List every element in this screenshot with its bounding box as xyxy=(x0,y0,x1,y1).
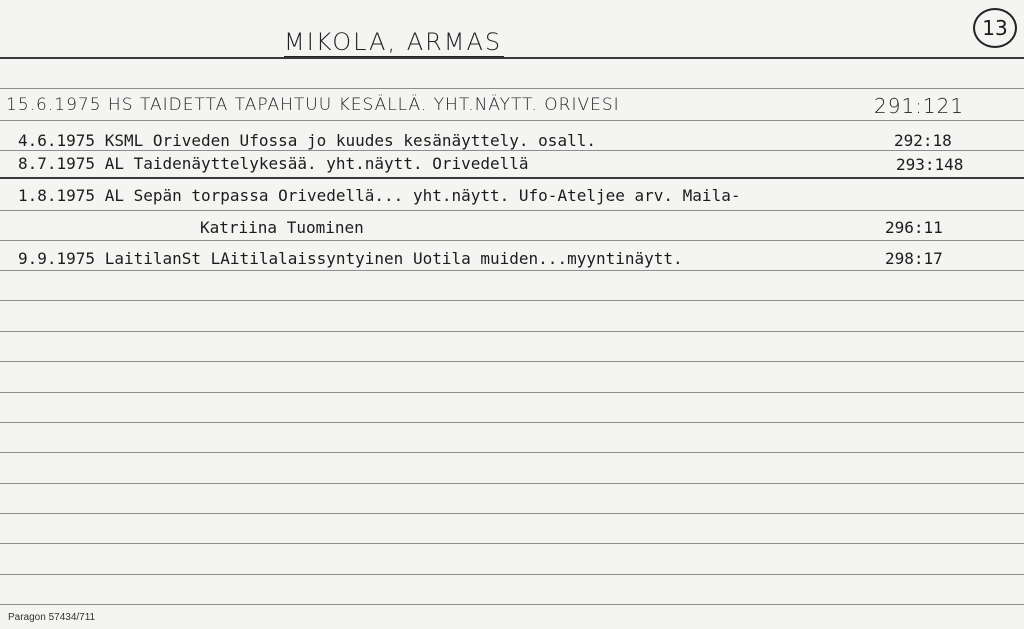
rule-line xyxy=(0,300,1024,301)
card-number xyxy=(973,8,1017,48)
rule-line xyxy=(0,177,1024,179)
rule-line xyxy=(0,483,1024,484)
rule-line xyxy=(0,452,1024,453)
rule-line xyxy=(0,331,1024,332)
card-number-text: 13 xyxy=(982,16,1008,40)
rule-line xyxy=(0,422,1024,423)
entry-text: 4.6.1975 KSML Oriveden Ufossa jo kuudes kesänäyttely. osall. xyxy=(18,131,596,150)
entry-text: 8.7.1975 AL Taidenäyttelykesää. yht.näytt. Orivedellä xyxy=(18,154,529,173)
card-title: MIKOLA, ARMAS xyxy=(284,28,503,56)
entry-text: 15.6.1975 HS TAIDETTA TAPAHTUU KESÄLLÄ. YHT.NÄYTT. ORIVESI xyxy=(6,95,620,115)
rule-line xyxy=(0,604,1024,605)
entry-ref: 291:121 xyxy=(874,94,965,118)
rule-line xyxy=(0,270,1024,271)
rule-line xyxy=(0,240,1024,241)
rule-line xyxy=(0,120,1024,121)
rule-line xyxy=(0,361,1024,362)
entry-text: 1.8.1975 AL Sepän torpassa Orivedellä... yht.näytt. Ufo-Ateljee arv. Maila- xyxy=(18,186,741,205)
entry-text: 9.9.1975 LaitilanSt LAitilalaissyntyinen Uotila muiden...myyntinäytt. xyxy=(18,249,683,268)
entry-ref: 296:11 xyxy=(885,218,943,237)
header-rule xyxy=(0,57,1024,59)
entry-continuation: Katriina Tuominen xyxy=(200,218,364,237)
rule-line xyxy=(0,543,1024,544)
rule-line xyxy=(0,574,1024,575)
entry-ref: 292:18 xyxy=(894,131,952,150)
entry-ref: 293:148 xyxy=(896,155,964,174)
entry-ref: 298:17 xyxy=(885,249,943,268)
rule-line xyxy=(0,513,1024,514)
card-footer: Paragon 57434/711 xyxy=(8,612,96,623)
rule-line xyxy=(0,88,1024,89)
rule-line xyxy=(0,392,1024,393)
rule-line xyxy=(0,210,1024,211)
rule-line xyxy=(0,150,1024,151)
